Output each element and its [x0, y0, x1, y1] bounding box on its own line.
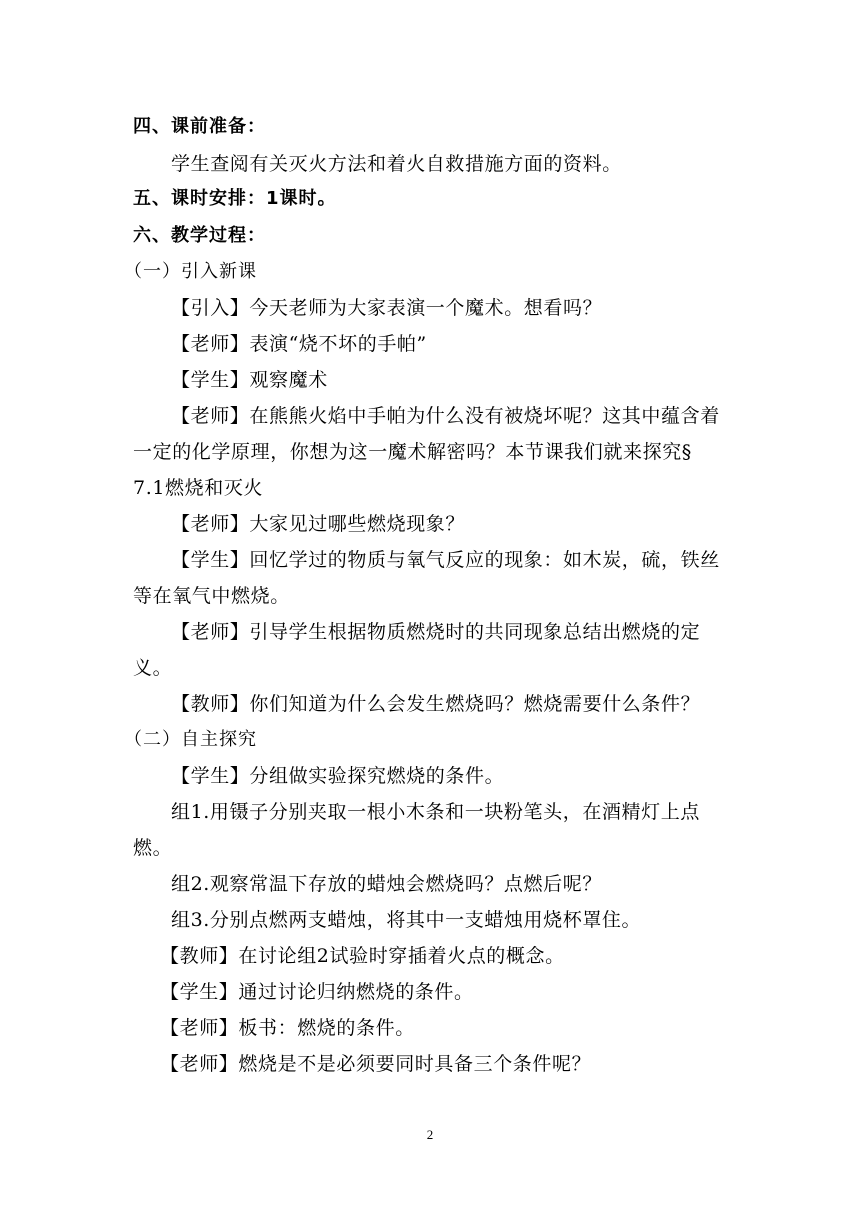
section-heading-process: 六、教学过程：: [133, 225, 266, 246]
dialogue-line: 一定的化学原理，你想为这一魔术解密吗？本节课我们就来探究§: [133, 441, 692, 463]
paragraph-preparation: 学生查阅有关灭火方法和着火自救措施方面的资料。: [171, 153, 622, 175]
dialogue-line: 【教师】你们知道为什么会发生燃烧吗？燃烧需要什么条件？: [171, 693, 701, 715]
dialogue-line: 【老师】在熊熊火焰中手帕为什么没有被烧坏呢？这其中蕴含着: [171, 405, 720, 427]
dialogue-line: 等在氧气中燃烧。: [133, 585, 290, 607]
dialogue-line: 组1.用镊子分别夹取一根小木条和一块粉笔头，在酒精灯上点: [171, 801, 700, 823]
dialogue-line: 组3.分别点燃两支蜡烛，将其中一支蜡烛用烧杯罩住。: [171, 909, 642, 931]
section-heading-preparation: 四、课前准备：: [133, 116, 266, 137]
dialogue-line: 7.1燃烧和灭火: [133, 477, 264, 499]
subsection-explore: （二）自主探究: [124, 729, 257, 750]
dialogue-line: 【学生】通过讨论归纳燃烧的条件。: [160, 981, 474, 1003]
dialogue-line: 燃。: [133, 837, 173, 859]
dialogue-line: 【学生】回忆学过的物质与氧气反应的现象：如木炭，硫，铁丝: [171, 549, 720, 571]
dialogue-line: 义。: [133, 657, 173, 679]
dialogue-line: 【引入】今天老师为大家表演一个魔术。想看吗？: [171, 297, 603, 319]
dialogue-line: 【老师】引导学生根据物质燃烧时的共同现象总结出燃烧的定: [171, 621, 701, 643]
dialogue-line: 【老师】板书：燃烧的条件。: [160, 1017, 415, 1039]
subsection-intro: （一）引入新课: [124, 261, 257, 282]
dialogue-line: 【老师】燃烧是不是必须要同时具备三个条件呢？: [160, 1053, 592, 1075]
page-number: 2: [426, 1127, 434, 1142]
dialogue-line: 组2.观察常温下存放的蜡烛会燃烧吗？点燃后呢？: [171, 873, 602, 895]
dialogue-line: 【学生】分组做实验探究燃烧的条件。: [171, 765, 505, 787]
dialogue-line: 【老师】表演“烧不坏的手帕”: [171, 333, 427, 355]
dialogue-line: 【教师】在讨论组2试验时穿插着火点的概念。: [160, 945, 565, 967]
dialogue-line: 【学生】观察魔术: [171, 369, 328, 391]
section-heading-schedule: 五、课时安排：1课时。: [133, 188, 337, 209]
dialogue-line: 【老师】大家见过哪些燃烧现象？: [171, 513, 466, 535]
